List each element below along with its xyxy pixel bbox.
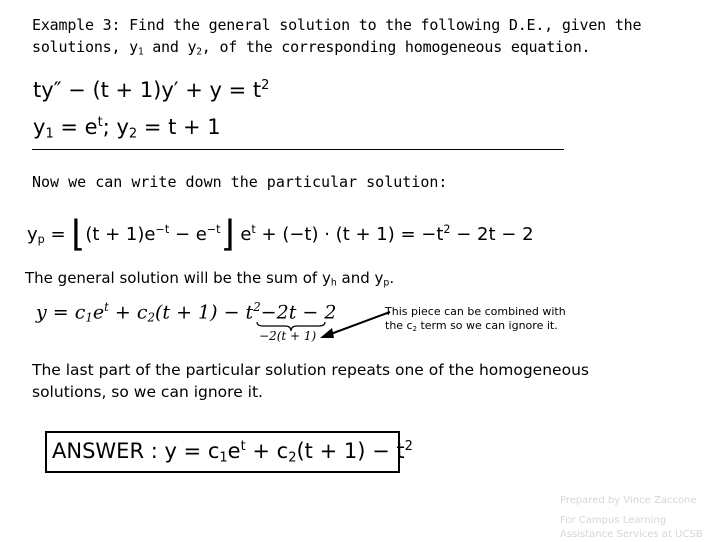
ignored-term: −2t − 2 xyxy=(260,301,337,324)
credit: Prepared by Vince Zaccone For Campus Learning Assistance Services at UCSB xyxy=(560,495,703,540)
differential-equation: $ty'' - (t + 1)y' + y = t^2$ xyxy=(33,78,270,103)
left-floor-bracket: ⌊ xyxy=(71,214,86,255)
problem-statement xyxy=(32,14,641,64)
problem-line-1: Example 3: Find the general solution to the following D.E., given the xyxy=(32,16,642,34)
explanation-line-2: solutions, so we can ignore it. xyxy=(32,383,263,401)
general-solution-equation: $y = c_1e^t + c_2(t + 1) - t^2-2t - 2$ xyxy=(36,300,337,325)
underbrace-label: −2(t + 1) xyxy=(259,329,317,343)
side-note: This piece can be combined with the $c_2$ term so we can ignore it. xyxy=(385,305,566,333)
explanation-line-1: The last part of the particular solution repeats one of the homogeneous xyxy=(32,361,589,379)
homogeneous-solutions: $y_1 = e^t$; $y_2 = t + 1$ xyxy=(33,115,221,142)
divider xyxy=(32,149,564,150)
arrow-icon xyxy=(318,310,392,340)
explanation xyxy=(32,359,589,403)
particular-intro: Now we can write down the particular solution: xyxy=(32,173,448,191)
answer-text: ANSWER : $y = c_1e^t + c_2(t + 1) - t^2$ xyxy=(52,439,413,466)
particular-solution-equation: $y_p$ = ⌊(t + $1)e^{-t}$ − $e^{-t}⌋$ $e^t + (-t) \cdot (t + 1) = -t^2 - 2t - 2$ xyxy=(27,214,534,255)
general-intro: The general solution will be the sum of $y_h$ and $y_p$. xyxy=(25,269,395,289)
right-floor-bracket: ⌋ xyxy=(220,214,235,255)
problem-line-2: solutions, $y_1$ and $y_2$, of the corresponding homogeneous equation. xyxy=(32,38,591,58)
